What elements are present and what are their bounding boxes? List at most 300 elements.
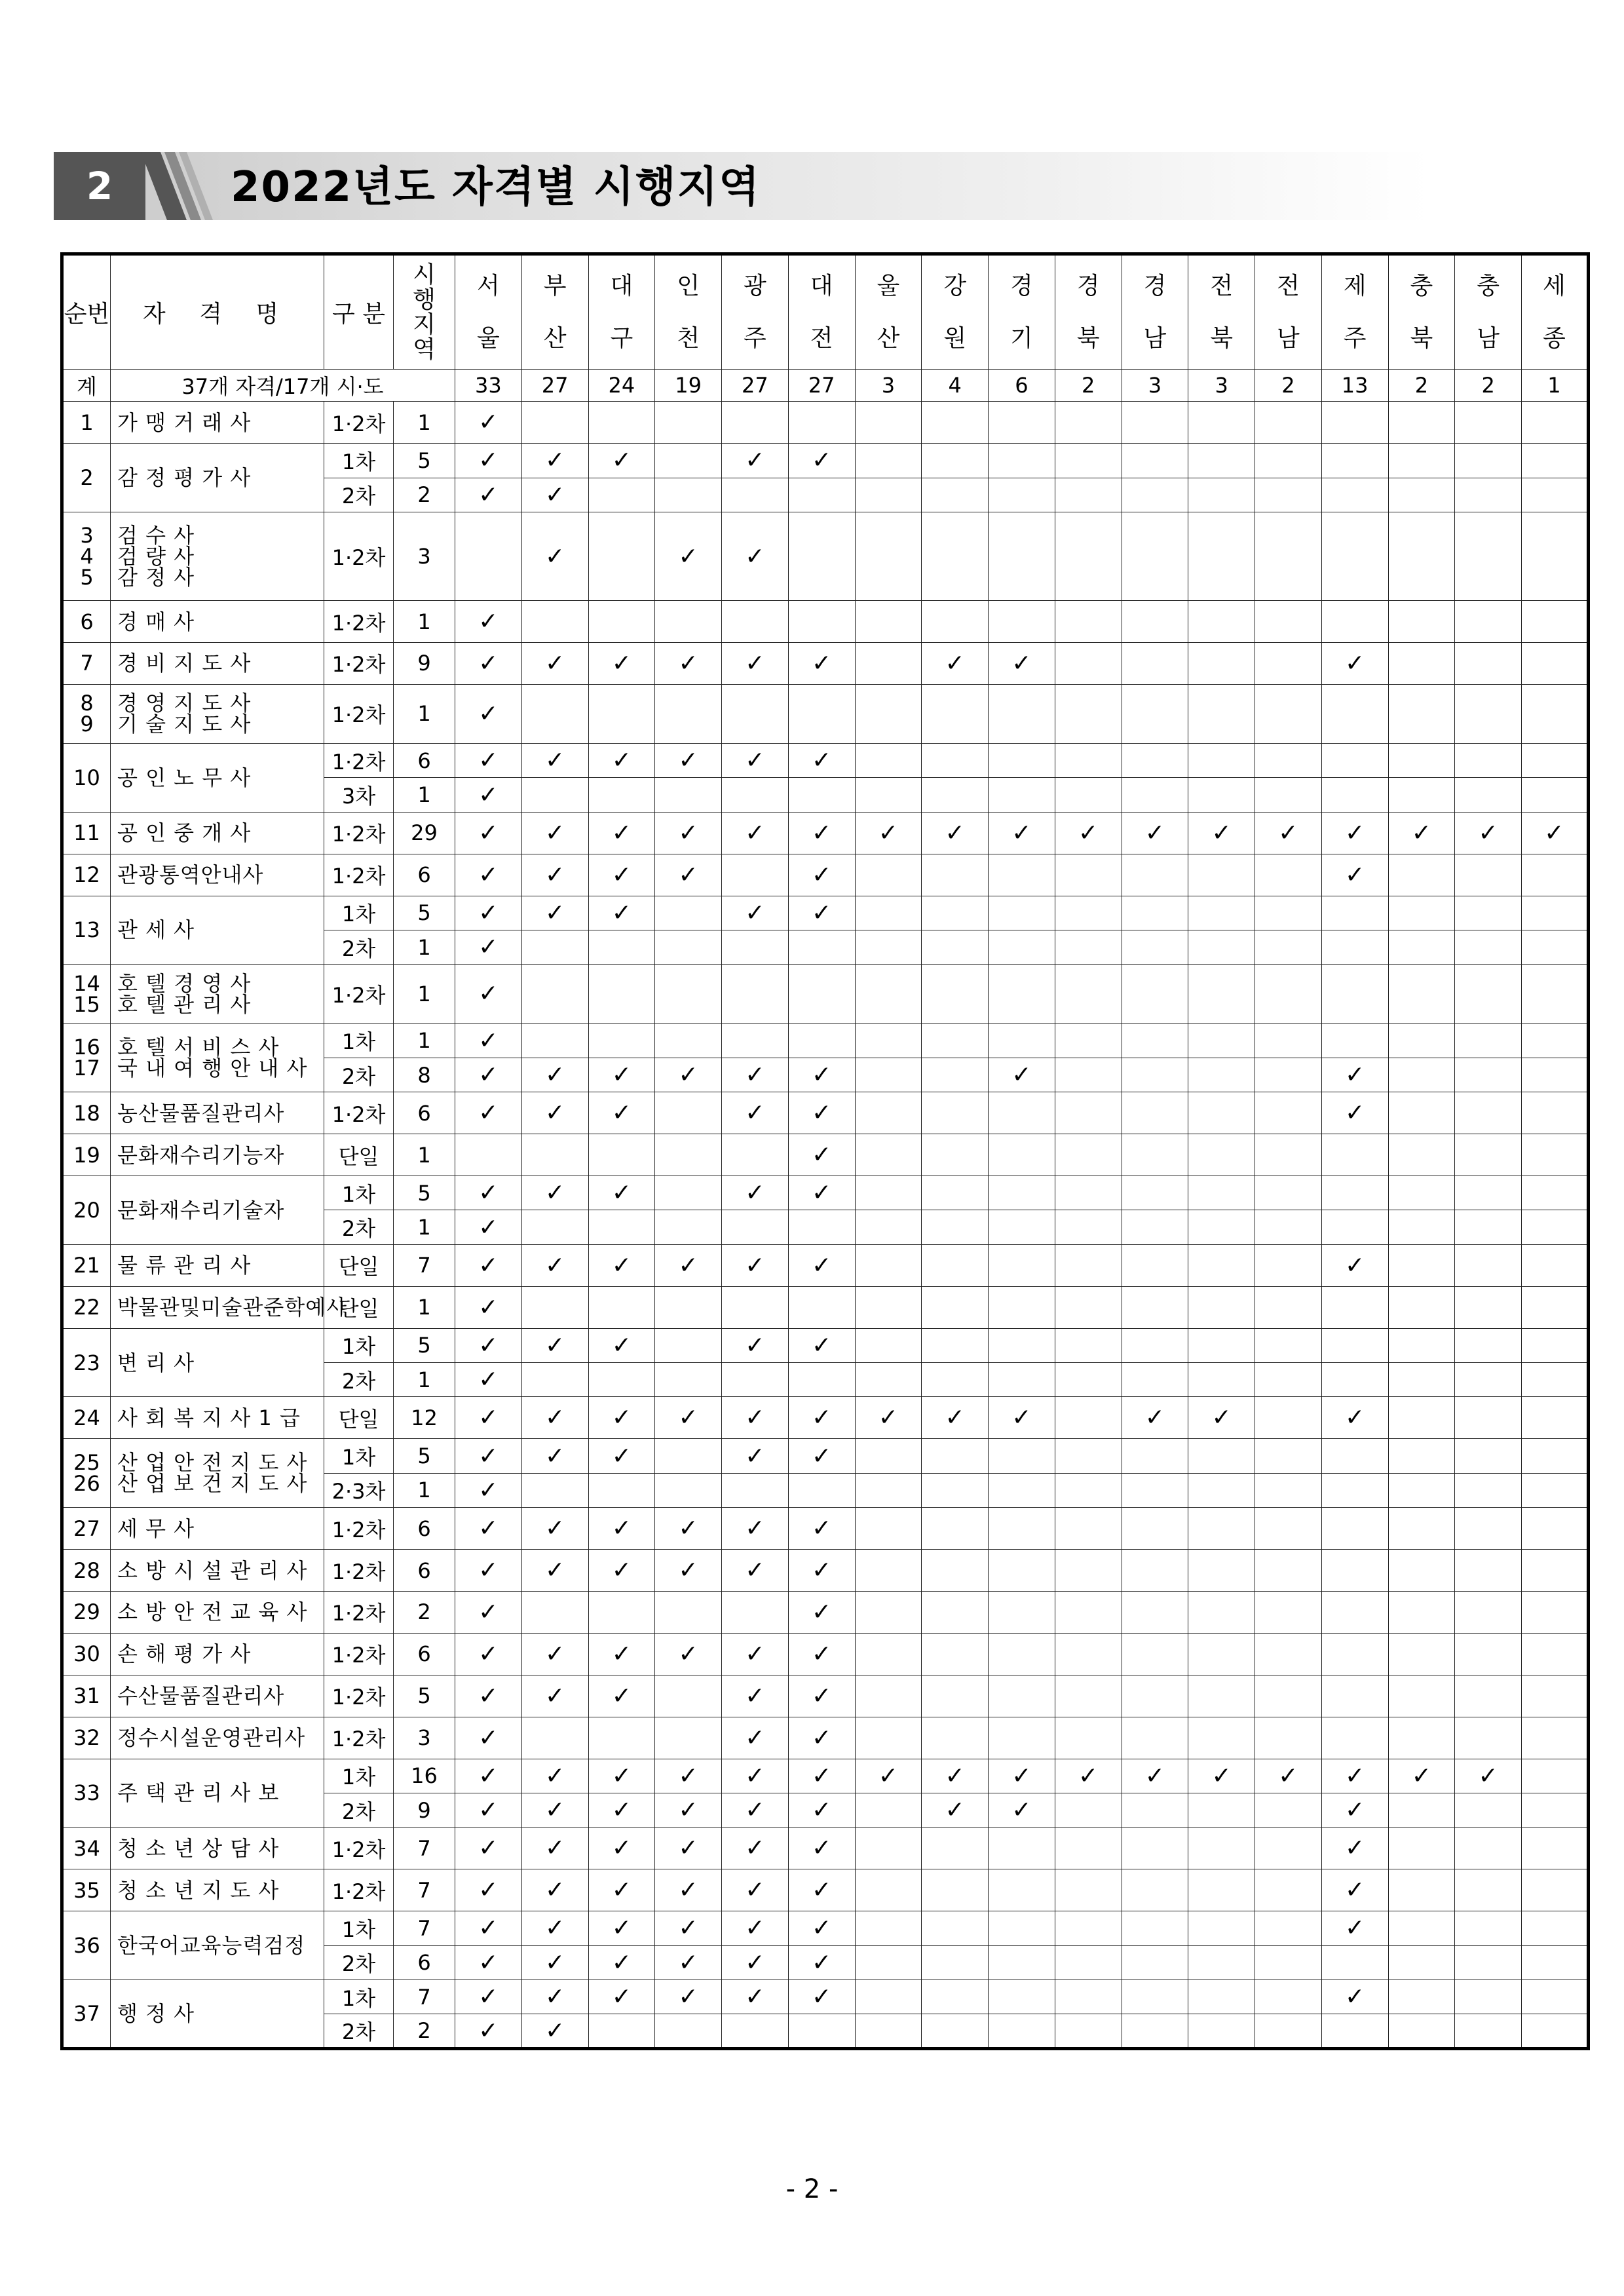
qualification-name bbox=[111, 1550, 324, 1592]
check-icon: ✓ bbox=[545, 1640, 565, 1668]
region-cell bbox=[855, 1911, 922, 1945]
header-region-char: 남 bbox=[1477, 324, 1500, 352]
check-icon: ✓ bbox=[745, 1682, 765, 1710]
header-region-char: 경 bbox=[1143, 272, 1167, 299]
region-cell bbox=[1055, 1058, 1122, 1092]
region-cell bbox=[655, 1286, 722, 1328]
region-cell bbox=[1388, 1058, 1455, 1092]
region-cell bbox=[722, 1210, 789, 1244]
check-icon: ✓ bbox=[812, 1762, 832, 1789]
region-cell bbox=[788, 642, 855, 684]
region-cell bbox=[455, 1717, 522, 1759]
totals-value: 33 bbox=[455, 370, 522, 402]
region-cell bbox=[722, 812, 789, 854]
header-region-char: 경 bbox=[1076, 272, 1100, 299]
region-cell bbox=[1388, 1363, 1455, 1397]
region-cell bbox=[455, 1286, 522, 1328]
qualification-name bbox=[111, 684, 324, 743]
check-icon: ✓ bbox=[478, 819, 499, 847]
region-cell bbox=[588, 1633, 655, 1675]
check-icon: ✓ bbox=[1478, 1762, 1498, 1789]
region-cell bbox=[521, 402, 588, 444]
row-number-value: 28 bbox=[73, 1558, 100, 1583]
check-icon: ✓ bbox=[945, 1762, 965, 1789]
region-cell bbox=[989, 1397, 1055, 1439]
region-cell bbox=[922, 1793, 989, 1827]
region-cell bbox=[655, 1328, 722, 1362]
exam-type: 3차 bbox=[324, 778, 394, 812]
qualification-name-line: 한국어교육능력검정 bbox=[117, 1933, 306, 1959]
check-icon: ✓ bbox=[545, 1797, 565, 1824]
region-count: 7 bbox=[394, 1827, 455, 1869]
check-icon: ✓ bbox=[1345, 819, 1365, 847]
region-cell bbox=[1255, 1793, 1322, 1827]
region-cell bbox=[1455, 930, 1522, 964]
region-cell bbox=[722, 2014, 789, 2049]
region-cell bbox=[455, 778, 522, 812]
region-cell bbox=[1321, 1092, 1388, 1134]
region-cell bbox=[1188, 1092, 1255, 1134]
table-row bbox=[62, 1508, 1589, 1550]
region-cell bbox=[1188, 402, 1255, 444]
row-number-value: 19 bbox=[73, 1142, 100, 1168]
region-cell bbox=[1455, 1363, 1522, 1397]
region-cell bbox=[989, 1508, 1055, 1550]
region-cell bbox=[1455, 744, 1522, 778]
region-cell bbox=[722, 601, 789, 643]
region-cell bbox=[655, 1024, 722, 1058]
check-icon: ✓ bbox=[745, 1983, 765, 2011]
check-icon: ✓ bbox=[611, 1915, 632, 1942]
totals-value: 3 bbox=[855, 370, 922, 402]
region-cell bbox=[521, 1550, 588, 1592]
region-count: 7 bbox=[394, 1911, 455, 1945]
header-region-char: 광 bbox=[743, 272, 766, 299]
header-region-char: 북 bbox=[1076, 324, 1100, 352]
region-cell bbox=[588, 1980, 655, 2014]
check-icon: ✓ bbox=[545, 1983, 565, 2011]
region-count: 1 bbox=[394, 1286, 455, 1328]
region-cell bbox=[922, 402, 989, 444]
table-row bbox=[62, 1134, 1589, 1176]
exam-type: 1차 bbox=[324, 1980, 394, 2014]
qualification-name-line: 문화재수리기술자 bbox=[117, 1197, 285, 1223]
region-cell bbox=[855, 512, 922, 600]
region-cell bbox=[655, 1675, 722, 1717]
region-cell bbox=[1522, 1134, 1589, 1176]
region-cell bbox=[1321, 1363, 1388, 1397]
region-cell bbox=[1522, 854, 1589, 896]
exam-type: 2차 bbox=[324, 1945, 394, 1980]
region-cell bbox=[655, 684, 722, 743]
region-cell bbox=[1522, 1550, 1589, 1592]
region-cell bbox=[1188, 478, 1255, 512]
totals-value: 2 bbox=[1455, 370, 1522, 402]
region-cell bbox=[1055, 478, 1122, 512]
check-icon: ✓ bbox=[812, 1640, 832, 1668]
row-number bbox=[62, 684, 111, 743]
region-cell bbox=[1188, 1210, 1255, 1244]
check-icon: ✓ bbox=[611, 1949, 632, 1976]
region-cell bbox=[1455, 1176, 1522, 1210]
row-number bbox=[62, 1286, 111, 1328]
region-count: 1 bbox=[394, 1473, 455, 1507]
qualification-name-line: 호 텔 관 리 사 bbox=[117, 991, 252, 1017]
region-cell bbox=[455, 601, 522, 643]
header-region bbox=[1455, 254, 1522, 370]
region-cell bbox=[788, 601, 855, 643]
check-icon: ✓ bbox=[1078, 1762, 1099, 1789]
qualification-name bbox=[111, 1675, 324, 1717]
region-cell bbox=[1321, 478, 1388, 512]
region-cell bbox=[1188, 642, 1255, 684]
region-cell bbox=[1055, 1793, 1122, 1827]
check-icon: ✓ bbox=[611, 1762, 632, 1789]
region-cell bbox=[1122, 2014, 1188, 2049]
region-cell bbox=[1321, 1176, 1388, 1210]
check-icon: ✓ bbox=[545, 1100, 565, 1127]
row-number-value: 22 bbox=[73, 1295, 100, 1320]
qualification-name bbox=[111, 812, 324, 854]
region-cell bbox=[1055, 1092, 1122, 1134]
row-number-value: 24 bbox=[73, 1405, 100, 1430]
header-region-char: 기 bbox=[1010, 324, 1033, 352]
region-cell bbox=[722, 930, 789, 964]
region-cell bbox=[1255, 1980, 1322, 2014]
region-cell bbox=[588, 1439, 655, 1473]
check-icon: ✓ bbox=[478, 1100, 499, 1127]
table-row bbox=[62, 1286, 1589, 1328]
region-cell bbox=[455, 1439, 522, 1473]
region-cell bbox=[722, 1134, 789, 1176]
region-cell bbox=[1388, 402, 1455, 444]
qualification-name bbox=[111, 965, 324, 1024]
check-icon: ✓ bbox=[611, 1797, 632, 1824]
row-number-value: 26 bbox=[73, 1471, 100, 1497]
exam-type: 2차 bbox=[324, 1363, 394, 1397]
qualification-name-line: 물 류 관 리 사 bbox=[117, 1253, 252, 1278]
row-number-value: 21 bbox=[73, 1253, 100, 1278]
row-number-value: 9 bbox=[80, 712, 94, 737]
exam-type: 1·2차 bbox=[324, 1591, 394, 1633]
region-cell bbox=[722, 684, 789, 743]
table-row bbox=[62, 642, 1589, 684]
region-cell bbox=[1122, 1058, 1188, 1092]
region-count: 3 bbox=[394, 1717, 455, 1759]
qualification-name bbox=[111, 512, 324, 600]
check-icon: ✓ bbox=[945, 1404, 965, 1432]
region-cell bbox=[1321, 778, 1388, 812]
region-cell bbox=[655, 1793, 722, 1827]
totals-value: 4 bbox=[922, 370, 989, 402]
row-number bbox=[62, 1591, 111, 1633]
region-cell bbox=[1055, 1869, 1122, 1911]
region-cell bbox=[788, 854, 855, 896]
exam-type: 2차 bbox=[324, 1793, 394, 1827]
region-cell bbox=[1388, 512, 1455, 600]
region-cell bbox=[788, 1759, 855, 1793]
region-cell bbox=[1055, 1911, 1122, 1945]
region-cell bbox=[989, 1244, 1055, 1286]
region-cell bbox=[855, 1869, 922, 1911]
header-region bbox=[1255, 254, 1322, 370]
region-cell bbox=[1522, 601, 1589, 643]
check-icon: ✓ bbox=[945, 649, 965, 677]
region-cell bbox=[455, 642, 522, 684]
row-number bbox=[62, 512, 111, 600]
region-cell bbox=[521, 1092, 588, 1134]
region-cell bbox=[1388, 1759, 1455, 1793]
region-cell bbox=[1055, 402, 1122, 444]
region-cell bbox=[1188, 1244, 1255, 1286]
region-cell bbox=[989, 744, 1055, 778]
region-cell bbox=[1188, 930, 1255, 964]
check-icon: ✓ bbox=[745, 1915, 765, 1942]
region-cell bbox=[655, 1473, 722, 1507]
region-cell bbox=[1055, 965, 1122, 1024]
region-cell bbox=[989, 1675, 1055, 1717]
region-cell bbox=[1522, 1210, 1589, 1244]
region-cell bbox=[1055, 684, 1122, 743]
region-cell bbox=[788, 778, 855, 812]
check-icon: ✓ bbox=[478, 1404, 499, 1432]
region-cell bbox=[788, 1210, 855, 1244]
header-region-char: 원 bbox=[943, 324, 967, 352]
region-cell bbox=[855, 744, 922, 778]
region-cell bbox=[1055, 1328, 1122, 1362]
qualification-name bbox=[111, 1397, 324, 1439]
check-icon: ✓ bbox=[478, 861, 499, 889]
check-icon: ✓ bbox=[1011, 1762, 1032, 1789]
region-cell bbox=[1122, 478, 1188, 512]
check-icon: ✓ bbox=[478, 1062, 499, 1089]
table-header-row bbox=[62, 254, 1589, 370]
region-cell bbox=[989, 1869, 1055, 1911]
region-cell bbox=[1255, 684, 1322, 743]
region-cell bbox=[1122, 965, 1188, 1024]
region-cell bbox=[1455, 1869, 1522, 1911]
check-icon: ✓ bbox=[1345, 861, 1365, 889]
region-cell bbox=[722, 1363, 789, 1397]
exam-type: 1차 bbox=[324, 1439, 394, 1473]
region-cell bbox=[1522, 744, 1589, 778]
region-cell bbox=[1388, 1980, 1455, 2014]
header-region-char: 부 bbox=[543, 272, 567, 299]
check-icon: ✓ bbox=[478, 1983, 499, 2011]
region-cell bbox=[588, 1092, 655, 1134]
region-cell bbox=[1255, 1397, 1322, 1439]
check-icon: ✓ bbox=[478, 1293, 499, 1321]
region-cell bbox=[1522, 1473, 1589, 1507]
region-cell bbox=[1388, 642, 1455, 684]
check-icon: ✓ bbox=[1411, 819, 1431, 847]
region-cell bbox=[1122, 1176, 1188, 1210]
region-cell bbox=[521, 778, 588, 812]
region-cell bbox=[1321, 1473, 1388, 1507]
region-cell bbox=[1522, 896, 1589, 930]
totals-row bbox=[62, 370, 1589, 402]
row-number bbox=[62, 601, 111, 643]
row-number-value: 6 bbox=[80, 609, 94, 634]
region-cell bbox=[922, 896, 989, 930]
region-count: 5 bbox=[394, 444, 455, 478]
row-number-value: 1 bbox=[80, 410, 94, 435]
region-cell bbox=[922, 642, 989, 684]
region-cell bbox=[588, 2014, 655, 2049]
region-cell bbox=[455, 1591, 522, 1633]
exam-type: 1·2차 bbox=[324, 1675, 394, 1717]
region-cell bbox=[989, 1286, 1055, 1328]
region-cell bbox=[1388, 854, 1455, 896]
row-number bbox=[62, 642, 111, 684]
region-cell bbox=[788, 478, 855, 512]
region-cell bbox=[588, 601, 655, 643]
region-cell bbox=[455, 1550, 522, 1592]
region-cell bbox=[1122, 1508, 1188, 1550]
check-icon: ✓ bbox=[611, 1557, 632, 1584]
region-cell bbox=[722, 1550, 789, 1592]
check-icon: ✓ bbox=[478, 1027, 499, 1054]
region-cell bbox=[588, 1827, 655, 1869]
region-cell bbox=[455, 1210, 522, 1244]
region-cell bbox=[588, 1869, 655, 1911]
region-cell bbox=[989, 1473, 1055, 1507]
region-cell bbox=[588, 1176, 655, 1210]
check-icon: ✓ bbox=[1011, 1404, 1032, 1432]
qualification-name-line: 국 내 여 행 안 내 사 bbox=[117, 1056, 308, 1081]
region-cell bbox=[722, 1439, 789, 1473]
region-cell bbox=[521, 1675, 588, 1717]
check-icon: ✓ bbox=[1345, 1404, 1365, 1432]
row-number bbox=[62, 1508, 111, 1550]
region-cell bbox=[989, 778, 1055, 812]
region-cell bbox=[521, 1591, 588, 1633]
region-cell bbox=[1388, 1473, 1455, 1507]
region-cell bbox=[521, 1869, 588, 1911]
region-cell bbox=[922, 1827, 989, 1869]
region-cell bbox=[855, 2014, 922, 2049]
region-cell bbox=[1455, 1058, 1522, 1092]
header-region-char: 인 bbox=[677, 272, 700, 299]
region-count: 1 bbox=[394, 930, 455, 964]
check-icon: ✓ bbox=[478, 1442, 499, 1470]
qualification-name bbox=[111, 642, 324, 684]
qualification-name bbox=[111, 1759, 324, 1827]
region-cell bbox=[1255, 930, 1322, 964]
qualification-name bbox=[111, 744, 324, 813]
region-cell bbox=[722, 1945, 789, 1980]
check-icon: ✓ bbox=[878, 1404, 898, 1432]
region-cell bbox=[722, 1869, 789, 1911]
region-cell bbox=[655, 1911, 722, 1945]
qualification-name bbox=[111, 1980, 324, 2048]
qualification-name-line: 산 업 보 건 지 도 사 bbox=[117, 1471, 308, 1497]
check-icon: ✓ bbox=[1211, 819, 1232, 847]
check-icon: ✓ bbox=[812, 1062, 832, 1089]
exam-type: 1차 bbox=[324, 1328, 394, 1362]
region-cell bbox=[521, 1286, 588, 1328]
region-cell bbox=[989, 812, 1055, 854]
exam-type: 단일 bbox=[324, 1244, 394, 1286]
region-cell bbox=[521, 1328, 588, 1362]
region-cell bbox=[1321, 1244, 1388, 1286]
region-cell bbox=[788, 930, 855, 964]
check-icon: ✓ bbox=[812, 447, 832, 474]
region-cell bbox=[1188, 684, 1255, 743]
region-cell bbox=[722, 1759, 789, 1793]
region-cell bbox=[922, 1980, 989, 2014]
region-cell bbox=[722, 1675, 789, 1717]
region-cell bbox=[788, 1286, 855, 1328]
region-cell bbox=[989, 930, 1055, 964]
region-cell bbox=[788, 1508, 855, 1550]
region-cell bbox=[989, 854, 1055, 896]
region-cell bbox=[922, 1058, 989, 1092]
check-icon: ✓ bbox=[1011, 1062, 1032, 1089]
region-cell bbox=[1455, 778, 1522, 812]
region-cell bbox=[1255, 1675, 1322, 1717]
qualification-name bbox=[111, 1717, 324, 1759]
header-region-char: 주 bbox=[1343, 324, 1367, 352]
region-cell bbox=[455, 478, 522, 512]
region-cell bbox=[922, 1473, 989, 1507]
check-icon: ✓ bbox=[812, 1331, 832, 1359]
region-cell bbox=[521, 444, 588, 478]
region-cell bbox=[1188, 896, 1255, 930]
qualification-name-line: 기 술 지 도 사 bbox=[117, 712, 252, 737]
region-cell bbox=[1188, 1473, 1255, 1507]
region-cell bbox=[1388, 744, 1455, 778]
region-cell bbox=[922, 1134, 989, 1176]
region-cell bbox=[1255, 2014, 1322, 2049]
check-icon: ✓ bbox=[478, 481, 499, 508]
region-cell bbox=[788, 512, 855, 600]
region-cell bbox=[1188, 1286, 1255, 1328]
row-number-value: 34 bbox=[73, 1835, 100, 1861]
region-cell bbox=[655, 1058, 722, 1092]
header-region-char: 충 bbox=[1410, 272, 1433, 299]
table-row bbox=[62, 1397, 1589, 1439]
check-icon: ✓ bbox=[611, 747, 632, 775]
region-cell bbox=[655, 601, 722, 643]
region-count: 7 bbox=[394, 1980, 455, 2014]
region-cell bbox=[1255, 1363, 1322, 1397]
region-cell bbox=[788, 1328, 855, 1362]
check-icon: ✓ bbox=[478, 899, 499, 927]
region-cell bbox=[655, 1176, 722, 1210]
region-cell bbox=[1055, 1176, 1122, 1210]
region-count: 1 bbox=[394, 684, 455, 743]
region-cell bbox=[855, 1945, 922, 1980]
region-cell bbox=[722, 965, 789, 1024]
check-icon: ✓ bbox=[678, 1797, 698, 1824]
region-cell bbox=[521, 1508, 588, 1550]
region-cell bbox=[1522, 1286, 1589, 1328]
region-cell bbox=[1055, 744, 1122, 778]
region-count: 5 bbox=[394, 1439, 455, 1473]
region-count: 3 bbox=[394, 512, 455, 600]
region-cell bbox=[1321, 1508, 1388, 1550]
region-cell bbox=[989, 1717, 1055, 1759]
region-cell bbox=[655, 1363, 722, 1397]
region-cell bbox=[1188, 1134, 1255, 1176]
row-number bbox=[62, 1134, 111, 1176]
region-cell bbox=[922, 744, 989, 778]
check-icon: ✓ bbox=[812, 1797, 832, 1824]
region-count: 5 bbox=[394, 1176, 455, 1210]
region-cell bbox=[722, 444, 789, 478]
region-cell bbox=[655, 1210, 722, 1244]
